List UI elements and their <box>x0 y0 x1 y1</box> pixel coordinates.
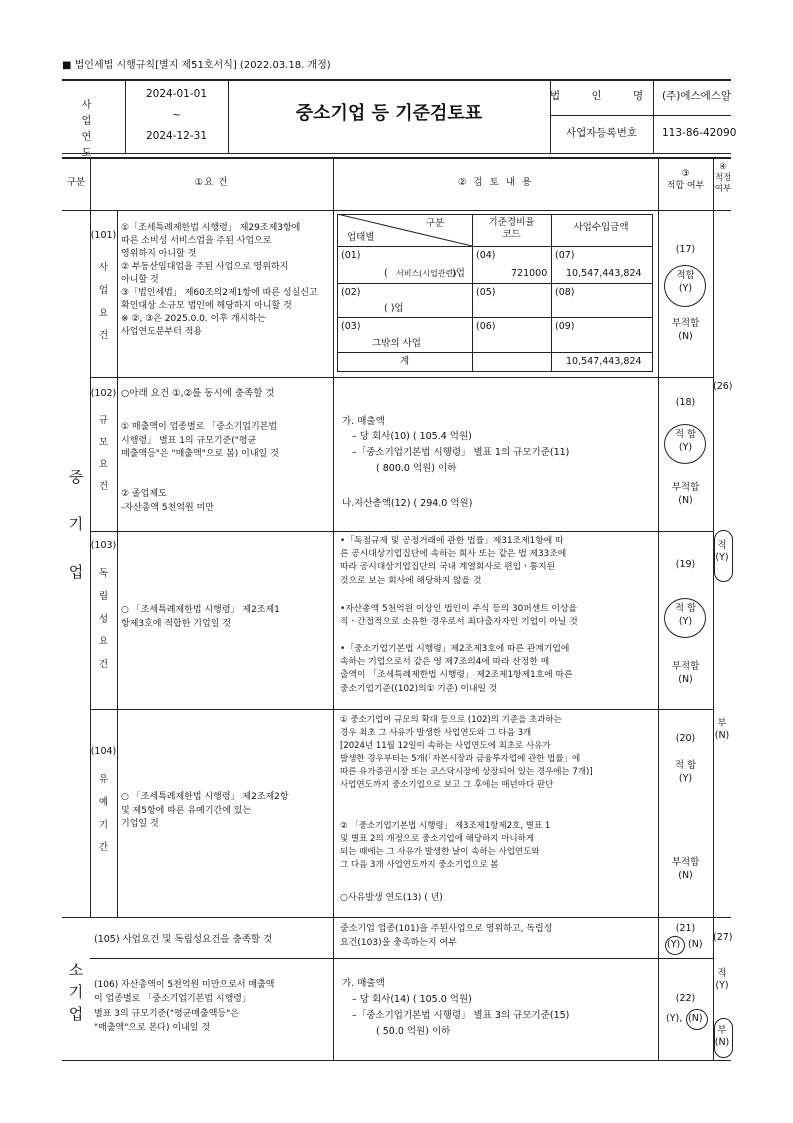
it-c03: (03) <box>341 321 361 332</box>
it-biz: 업태별 <box>347 232 375 243</box>
it-c01-suffix: )업 <box>452 268 465 279</box>
it-c02-name: ( )업 <box>384 303 404 314</box>
side-label-small: 소 기 업 <box>68 961 84 1023</box>
r101-vlabel: 사 업 요 건 <box>98 262 109 342</box>
r102-req-1: ① 매출액이 업종별로 「중소기업기본법 시행령」 별표 1의 규모기준("평균 매출액등"은 "매출액"으로 봄) 이내일 것 <box>121 422 279 459</box>
it-c06: (06) <box>476 321 496 332</box>
it-h4 <box>337 352 653 353</box>
r106-review-a3: ( 50.0 억원) 이하 <box>376 1026 451 1037</box>
r102-fit-no: 부적합 (N) <box>671 482 700 506</box>
r106-review-a2: –「중소기업기본법 시행령」 별표 3의 규모기준(15) <box>352 1010 570 1021</box>
sme-judge-yes: 적 (Y) <box>715 540 729 564</box>
grid-vlabel-right <box>117 210 118 917</box>
it-c01: (01) <box>341 250 361 261</box>
header-mid-line <box>550 115 731 116</box>
r102-code: (102) <box>90 388 117 399</box>
r106-review-a1: – 당 회사(14) ( 105.0 억원) <box>352 994 472 1005</box>
it-h1 <box>337 246 653 247</box>
r102-review-a1: – 당 회사(10) ( 105.4 억원) <box>352 431 472 442</box>
it-total-label: 계 <box>400 356 410 367</box>
r102-review-a3: ( 800.0 억원) 이하 <box>376 463 457 474</box>
r102-review-a: 가. 매출액 <box>342 416 385 427</box>
it-c09: (09) <box>555 321 575 332</box>
r104-review-2: ② 「중소기업기본법 시행령」 제3조제1항제2호, 별표 1 및 별표 2의 개정으로 중소기업에 해당하지 아니하게 되는 때에는 그 사유가 발생한 날이 속하는 사업연도와 그 다음 3개 사업연도까지 중소기업으로 봄 <box>340 821 551 870</box>
col-requirement: ①요 건 <box>194 177 229 188</box>
r106-requirement: (106) 자산총액이 5천억원 미만으로서 매출액 이 업종별로 「중소기업기본법 시행령」 별표 3의 규모기준("평균매출액등"은 "매출액"으로 본다) 이내일 것 <box>94 980 275 1034</box>
r106-fit-y: (Y), <box>666 1013 683 1024</box>
page-title: 중소기업 등 기준검토표 <box>295 103 483 124</box>
it-c01-name: 서비스(시업관련) <box>396 269 457 278</box>
r101-fit-yes: 적합 (Y) <box>676 270 695 294</box>
period-start: 2024-01-01 <box>145 88 208 100</box>
period-tilde: ~ <box>172 109 181 121</box>
r105-review: 중소기업 업종(101)을 주된사업으로 영위하고, 독립성 요건(103)을 충족하는지 여부 <box>340 924 553 949</box>
r103-review-1: •「독점규제 및 공정거래에 관한 법률」제31조제1항에 따 른 공시대상기업집단에 속하는 회사 또는 같은 법 제33조에 따라 공시대상기업집단의 국내 계열회사로 편입ㆍ통지된 것으로 보는 회사에 해당하지 않을 것 <box>340 536 567 586</box>
it-c04-value: 721000 <box>511 268 548 279</box>
colhead-bottom-line <box>62 210 731 211</box>
period-end: 2024-12-31 <box>145 130 208 142</box>
it-c07-value: 10,547,443,824 <box>566 268 642 279</box>
r104-review-1: ① 중소기업이 규모의 확대 등으로 (102)의 기준을 초과하는 경우 최초 그 사유가 발생한 사업연도와 그 다음 3개 [2024년 11월 12일이 속하는 사업연도에 최초로 사유가 발생한 경우부터는 5개(「자본시장과 금융투자업에 관한 법률」에 따른 유가증권시장 또는 코스닥시장에 상장되어 있는 경우에는 7개)] 사업연도까지 중소기업으로 보고 그 후에는 매년마다 판단 <box>340 715 593 790</box>
sme-judge-code: (26) <box>713 381 733 392</box>
it-gubun: 구분 <box>426 218 445 229</box>
small-judge-yes: 적 (Y) <box>715 968 729 992</box>
row-sep-103 <box>90 709 713 710</box>
r101-requirement: ①「조세특례제한법 시행령」 제29조제3항에 따른 소비성 서비스업을 주된 사업으로 영위하지 아니할 것 ② 부동산임대업을 주된 사업으로 영위하지 아니할 것 ③「법인세법」 제60조의2제1항에 따른 성실신고 확인대상 소규모 법인에 해당하지 아니할 것 ※ ②, ③은 2025.0.0. 이후 개시하는 사업연도분부터 적용 <box>121 223 318 338</box>
r102-req-2: ② 졸업제도 -자산총액 5천억원 미만 <box>121 489 214 513</box>
grid-review-left <box>333 157 334 1060</box>
it-c04: (04) <box>476 250 496 261</box>
r103-fit-no: 부적합 (N) <box>671 661 700 685</box>
r106-fit-n: (N) <box>688 1013 703 1024</box>
row-sep-105 <box>90 958 713 959</box>
r104-fit-yes: 적 합 (Y) <box>674 760 697 784</box>
it-div-2 <box>551 214 552 372</box>
r102-review-b: 나.자산총액(12) ( 294.0 억원) <box>342 498 473 509</box>
col-gubun: 구분 <box>66 177 86 188</box>
r101-fit-no: 부적합 (N) <box>671 318 700 342</box>
r102-fit-code: (18) <box>675 397 696 408</box>
it-h2 <box>337 283 653 284</box>
r103-fit-code: (19) <box>675 559 696 570</box>
small-judge-code: (27) <box>713 932 733 943</box>
company-label: 법 인 명 <box>550 90 658 102</box>
r104-fit-code: (20) <box>675 733 696 744</box>
r102-req-intro: ○아래 요건 ①,②를 동시에 충족할 것 <box>121 388 275 399</box>
row-sep-102 <box>90 531 713 532</box>
it-c05: (05) <box>476 287 496 298</box>
r101-code: (101) <box>90 230 117 241</box>
table-bottom-line <box>62 1060 731 1061</box>
it-total-value: 10,547,443,824 <box>566 356 642 367</box>
r103-requirement: ○ 「조세특례제한법 시행령」 제2조제1 항제3호에 적합한 기업일 것 <box>121 605 280 629</box>
r105-fit-y: (Y) <box>667 939 681 950</box>
r103-code: (103) <box>90 540 117 551</box>
r105-fit-n: (N) <box>688 939 703 950</box>
header-bottom-line <box>62 153 731 154</box>
col-fit: ③ 적합 여부 <box>666 169 705 192</box>
r103-review-2: •자산총액 5천억원 이상인 법인이 주식 등의 30퍼센트 이상을 직ㆍ간접적으로 소유한 경우로서 최다출자자인 기업이 아닐 것 <box>340 604 578 628</box>
colhead-top-border <box>62 157 731 159</box>
small-judge-no: 부 (N) <box>714 1025 730 1049</box>
company-value: (주)에스에스알 <box>662 90 732 102</box>
it-c02: (02) <box>341 287 361 298</box>
r103-fit-yes: 적 합 (Y) <box>674 603 697 627</box>
r104-requirement: ○ 「조세특례제한법 시행령」 제2조제2항 및 제5항에 따른 유예기간에 있는 기업일 것 <box>121 792 289 829</box>
form-reference: ■ 법인세법 시행규칙[별지 제51호서식] (2022.03.18. 개정) <box>62 60 331 71</box>
side-label-sme: 중 기 업 <box>68 468 84 581</box>
it-code-header: 기준경비율 코드 <box>488 217 535 241</box>
grid-judge-left <box>713 157 714 1060</box>
it-h3 <box>337 317 653 318</box>
r102-review-a2: –「중소기업기본법 시행령」 별표 1의 규모기준(11) <box>352 447 570 458</box>
r103-review-3: •「중소기업기본법 시행령」제2조제3호에 따른 관계기업에 속하는 기업으로서 같은 영 제7조의4에 따라 산정한 매 출액이 「조세특례제한법 시행령」 제2조제1항제1호에 따른 중소기업기준((102)의① 기준) 이내일 것 <box>340 644 573 694</box>
r104-code: (104) <box>90 746 117 757</box>
it-c07: (07) <box>555 250 575 261</box>
colhead-div-1 <box>90 157 91 210</box>
sme-judge-no: 부 (N) <box>714 718 730 742</box>
header-top-border <box>62 79 731 81</box>
r102-vlabel: 규 모 요 건 <box>98 415 109 492</box>
r106-fit-code: (22) <box>675 993 696 1004</box>
col-fit-judge: ④ 적정 여부 <box>714 162 732 195</box>
r104-vlabel: 유 예 기 간 <box>98 774 109 854</box>
r103-vlabel: 독 립 성 요 건 <box>98 568 109 671</box>
it-c03-name: 그밖의 사업 <box>372 338 421 349</box>
col-review: ② 검 토 내 용 <box>457 177 534 188</box>
r101-fit-code: (17) <box>675 244 696 255</box>
bizno-value: 113-86-42090 <box>662 127 737 139</box>
r106-review-a: 가. 매출액 <box>342 978 385 989</box>
r104-fit-no: 부적합 (N) <box>671 857 700 881</box>
it-amount-header: 사업수입금액 <box>573 222 629 233</box>
it-c01-paren: ( <box>384 268 388 279</box>
r104-review-3: ○사유발생 연도(13) ( 년) <box>340 893 443 903</box>
r102-fit-yes: 적 합 (Y) <box>674 429 697 453</box>
r105-requirement: (105) 사업요건 및 독립성요건을 충족할 것 <box>94 934 273 945</box>
it-c08: (08) <box>555 287 575 298</box>
r105-fit-code: (21) <box>675 923 696 934</box>
row-sep-101 <box>90 377 713 378</box>
bizno-label: 사업자등록번호 <box>565 127 637 139</box>
year-label: 사 업 연 도 <box>81 100 106 159</box>
row-sep-sme <box>62 917 731 918</box>
